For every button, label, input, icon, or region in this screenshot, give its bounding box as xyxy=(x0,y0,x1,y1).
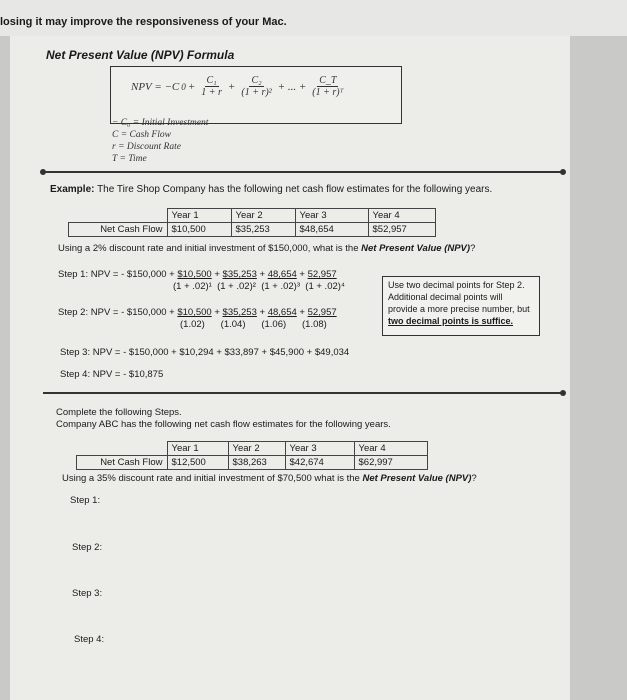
table-header: Year 4 xyxy=(354,442,427,456)
table-header: Year 1 xyxy=(167,209,231,223)
formula-plus: + xyxy=(187,80,196,93)
def-time: T = Time xyxy=(112,154,147,164)
divider-dot-bottom xyxy=(560,390,566,396)
formula-plus-2: + xyxy=(227,80,236,93)
exercise-step-1: Step 1: xyxy=(70,495,101,506)
def-initial-investment: − C₀ = Initial Investment xyxy=(112,118,209,128)
exercise-step-4: Step 4: xyxy=(74,634,105,645)
table-cell: $38,263 xyxy=(228,456,285,470)
table-row xyxy=(77,442,428,456)
decimal-note-box: Use two decimal points for Step 2. Additional decimal points will provide a more precise number, but two decimal points is suffice. xyxy=(382,276,540,336)
exercise-instruction: Complete the following Steps. xyxy=(56,407,182,418)
table-cell: $35,253 xyxy=(231,223,295,237)
formula-box xyxy=(110,66,402,124)
table-header: Year 2 xyxy=(231,209,295,223)
exercise-question: Using a 35% discount rate and initial investment of $70,500 what is the Net Present Value (NPV)? xyxy=(62,473,477,484)
table-cell: $52,957 xyxy=(368,223,435,237)
formula-term-2: $\frac{\text{C₂}}{\text{(1 + r)²}}$ xyxy=(241,75,272,98)
example-cashflow-table xyxy=(68,208,436,237)
table-cell: $48,654 xyxy=(295,223,368,237)
table-cell: $12,500 xyxy=(167,456,228,470)
exercise-cashflow-table xyxy=(76,441,428,470)
table-header: Year 4 xyxy=(368,209,435,223)
formula-term-t: $\frac{C\_T}{\text{(1 + r)ᵀ}}$ xyxy=(312,75,344,98)
table-header: Year 1 xyxy=(167,442,228,456)
example-step-2-denominators: (1.02) (1.04) (1.06) (1.08) xyxy=(180,319,327,330)
npv-formula xyxy=(131,75,347,98)
exercise-step-3: Step 3: xyxy=(72,588,103,599)
table-header: Year 3 xyxy=(295,209,368,223)
table-cell: $42,674 xyxy=(285,456,354,470)
formula-ellipsis: + ... + xyxy=(277,80,307,93)
example-step-4: Step 4: NPV = - $10,875 xyxy=(60,369,164,380)
def-cash-flow: C = Cash Flow xyxy=(112,130,171,140)
divider-dot-right xyxy=(560,169,566,175)
row-label: Net Cash Flow xyxy=(77,456,168,470)
table-row xyxy=(69,223,436,237)
formula-c0-sub: 0 xyxy=(181,81,186,92)
example-step-3: Step 3: NPV = - $150,000 + $10,294 + $33,897 + $45,900 + $49,034 xyxy=(60,347,350,358)
notification-text: losing it may improve the responsiveness of your Mac. xyxy=(0,16,287,28)
table-header: Year 2 xyxy=(228,442,285,456)
table-row xyxy=(69,209,436,223)
exercise-step-2: Step 2: xyxy=(72,542,103,553)
example-step-2: Step 2: NPV = - $150,000 + $10,500 + $35,253 + 48,654 + 52,957 xyxy=(58,307,337,318)
notification-bar xyxy=(0,0,627,36)
example-step-1: Step 1: NPV = - $150,000 + $10,500 + $35,253 + 48,654 + 52,957 xyxy=(58,269,337,280)
divider-top xyxy=(43,171,563,173)
formula-term-1: $\frac{\text{C₁}}{1 + r}$ xyxy=(201,75,222,98)
example-step-1-denominators: (1 + .02)¹ (1 + .02)² (1 + .02)³ (1 + .02)⁴ xyxy=(173,281,346,292)
table-cell: $10,500 xyxy=(167,223,231,237)
exercise-description: Company ABC has the following net cash flow estimates for the following years. xyxy=(56,419,391,430)
example-heading: Example: The Tire Shop Company has the following net cash flow estimates for the following years. xyxy=(50,184,493,195)
formula-lhs: NPV = −C xyxy=(131,80,180,93)
table-row xyxy=(77,456,428,470)
row-label: Net Cash Flow xyxy=(69,223,168,237)
table-header: Year 3 xyxy=(285,442,354,456)
example-question: Using a 2% discount rate and initial investment of $150,000, what is the Net Present Value (NPV)? xyxy=(58,243,476,254)
table-cell: $62,997 xyxy=(354,456,427,470)
page-title: Net Present Value (NPV) Formula xyxy=(46,48,235,62)
worksheet xyxy=(10,36,570,700)
def-discount-rate: r = Discount Rate xyxy=(112,142,181,152)
divider-bottom xyxy=(43,392,563,394)
